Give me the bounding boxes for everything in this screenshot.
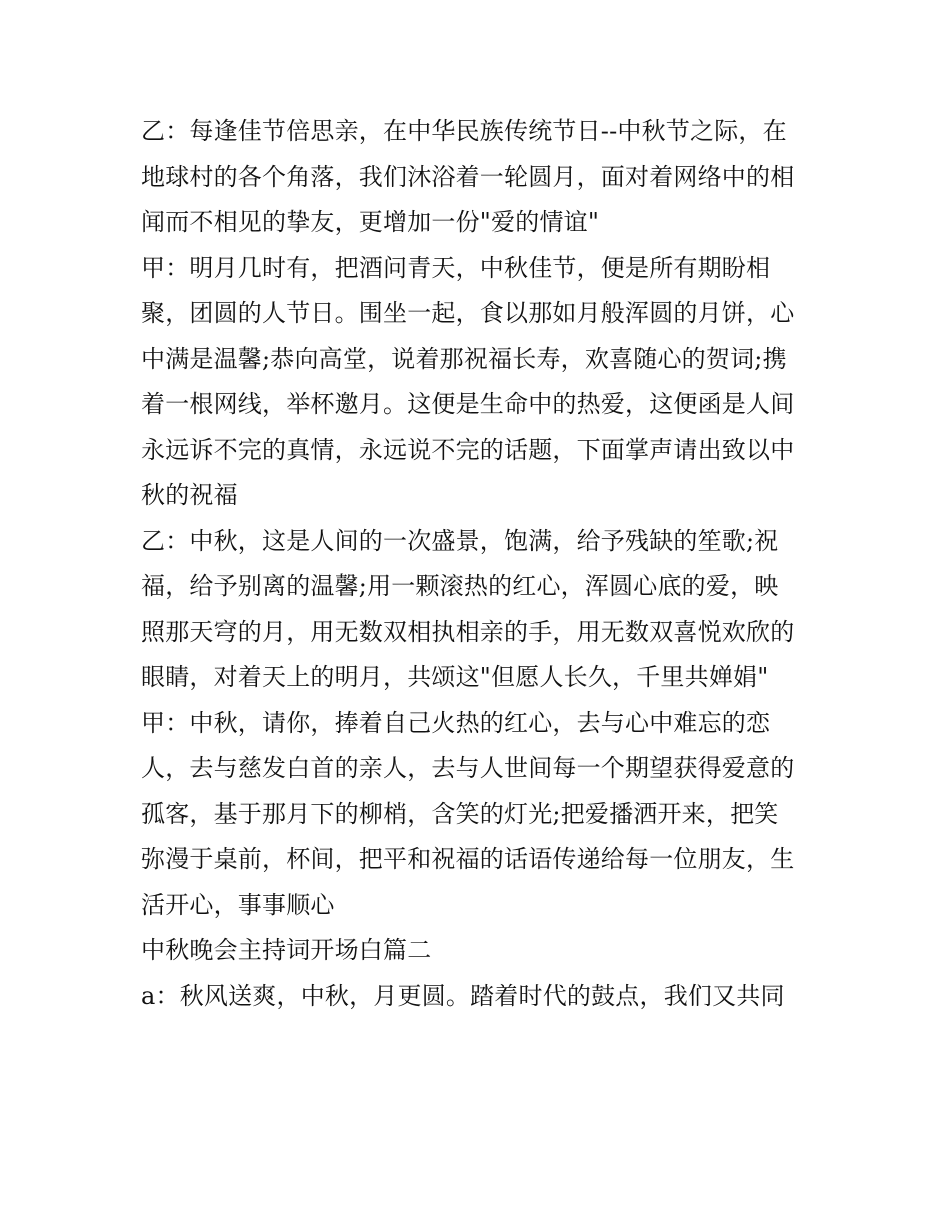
text-line: 照那天穹的月，用无数双相执相亲的手，用无数双喜悦欢欣的: [141, 617, 795, 646]
text-line: 甲：明月几时有，把酒问青天，中秋佳节，便是所有期盼相: [141, 253, 771, 282]
text-line: a：秋风送爽，中秋，月更圆。踏着时代的鼓点，我们又共同: [141, 981, 785, 1010]
text-line: 福，给予别离的温馨;用一颗滚热的红心，浑圆心底的爱，映: [141, 572, 779, 600]
text-line: 地球村的各个角落，我们沐浴着一轮圆月，面对着网络中的相: [141, 162, 795, 191]
text-line: 中满是温馨;恭向高堂，说着那祝福长寿，欢喜随心的贺词;携: [141, 344, 787, 373]
text-line: 人，去与慈发白首的亲人，去与人世间每一个期望获得爱意的: [141, 754, 795, 782]
text-line: 聚，团圆的人节日。围坐一起，食以那如月般浑圆的月饼，心: [141, 299, 795, 327]
text-line: 闻而不相见的挚友，更增加一份"爱的情谊": [141, 208, 600, 236]
text-line: 甲：中秋，请你，捧着自己火热的红心，去与心中难忘的恋: [141, 708, 771, 737]
text-line: 乙：每逢佳节倍思亲，在中华民族传统节日--中秋节之际，在: [141, 117, 787, 145]
text-line: 秋的祝福: [141, 481, 238, 509]
text-line: 孤客，基于那月下的柳梢，含笑的灯光;把爱播洒开来，把笑: [141, 799, 779, 828]
text-line: 乙：中秋，这是人间的一次盛景，饱满，给予残缺的笙歌;祝: [141, 526, 779, 555]
text-line: 活开心，事事顺心: [141, 890, 335, 919]
text-line: 永远诉不完的真情，永远说不完的话题，下面掌声请出致以中: [141, 435, 795, 464]
text-line: 眼睛，对着天上的明月，共颂这"但愿人长久，千里共婵娟": [141, 663, 769, 691]
document-body: [141, 109, 821, 1019]
section-heading: 中秋晚会主持词开场白篇二: [141, 936, 432, 964]
text-line: 弥漫于桌前，杯间，把平和祝福的话语传递给每一位朋友，生: [141, 845, 795, 873]
text-line: 着一根网线，举杯邀月。这便是生命中的热爱，这便函是人间: [141, 390, 795, 418]
